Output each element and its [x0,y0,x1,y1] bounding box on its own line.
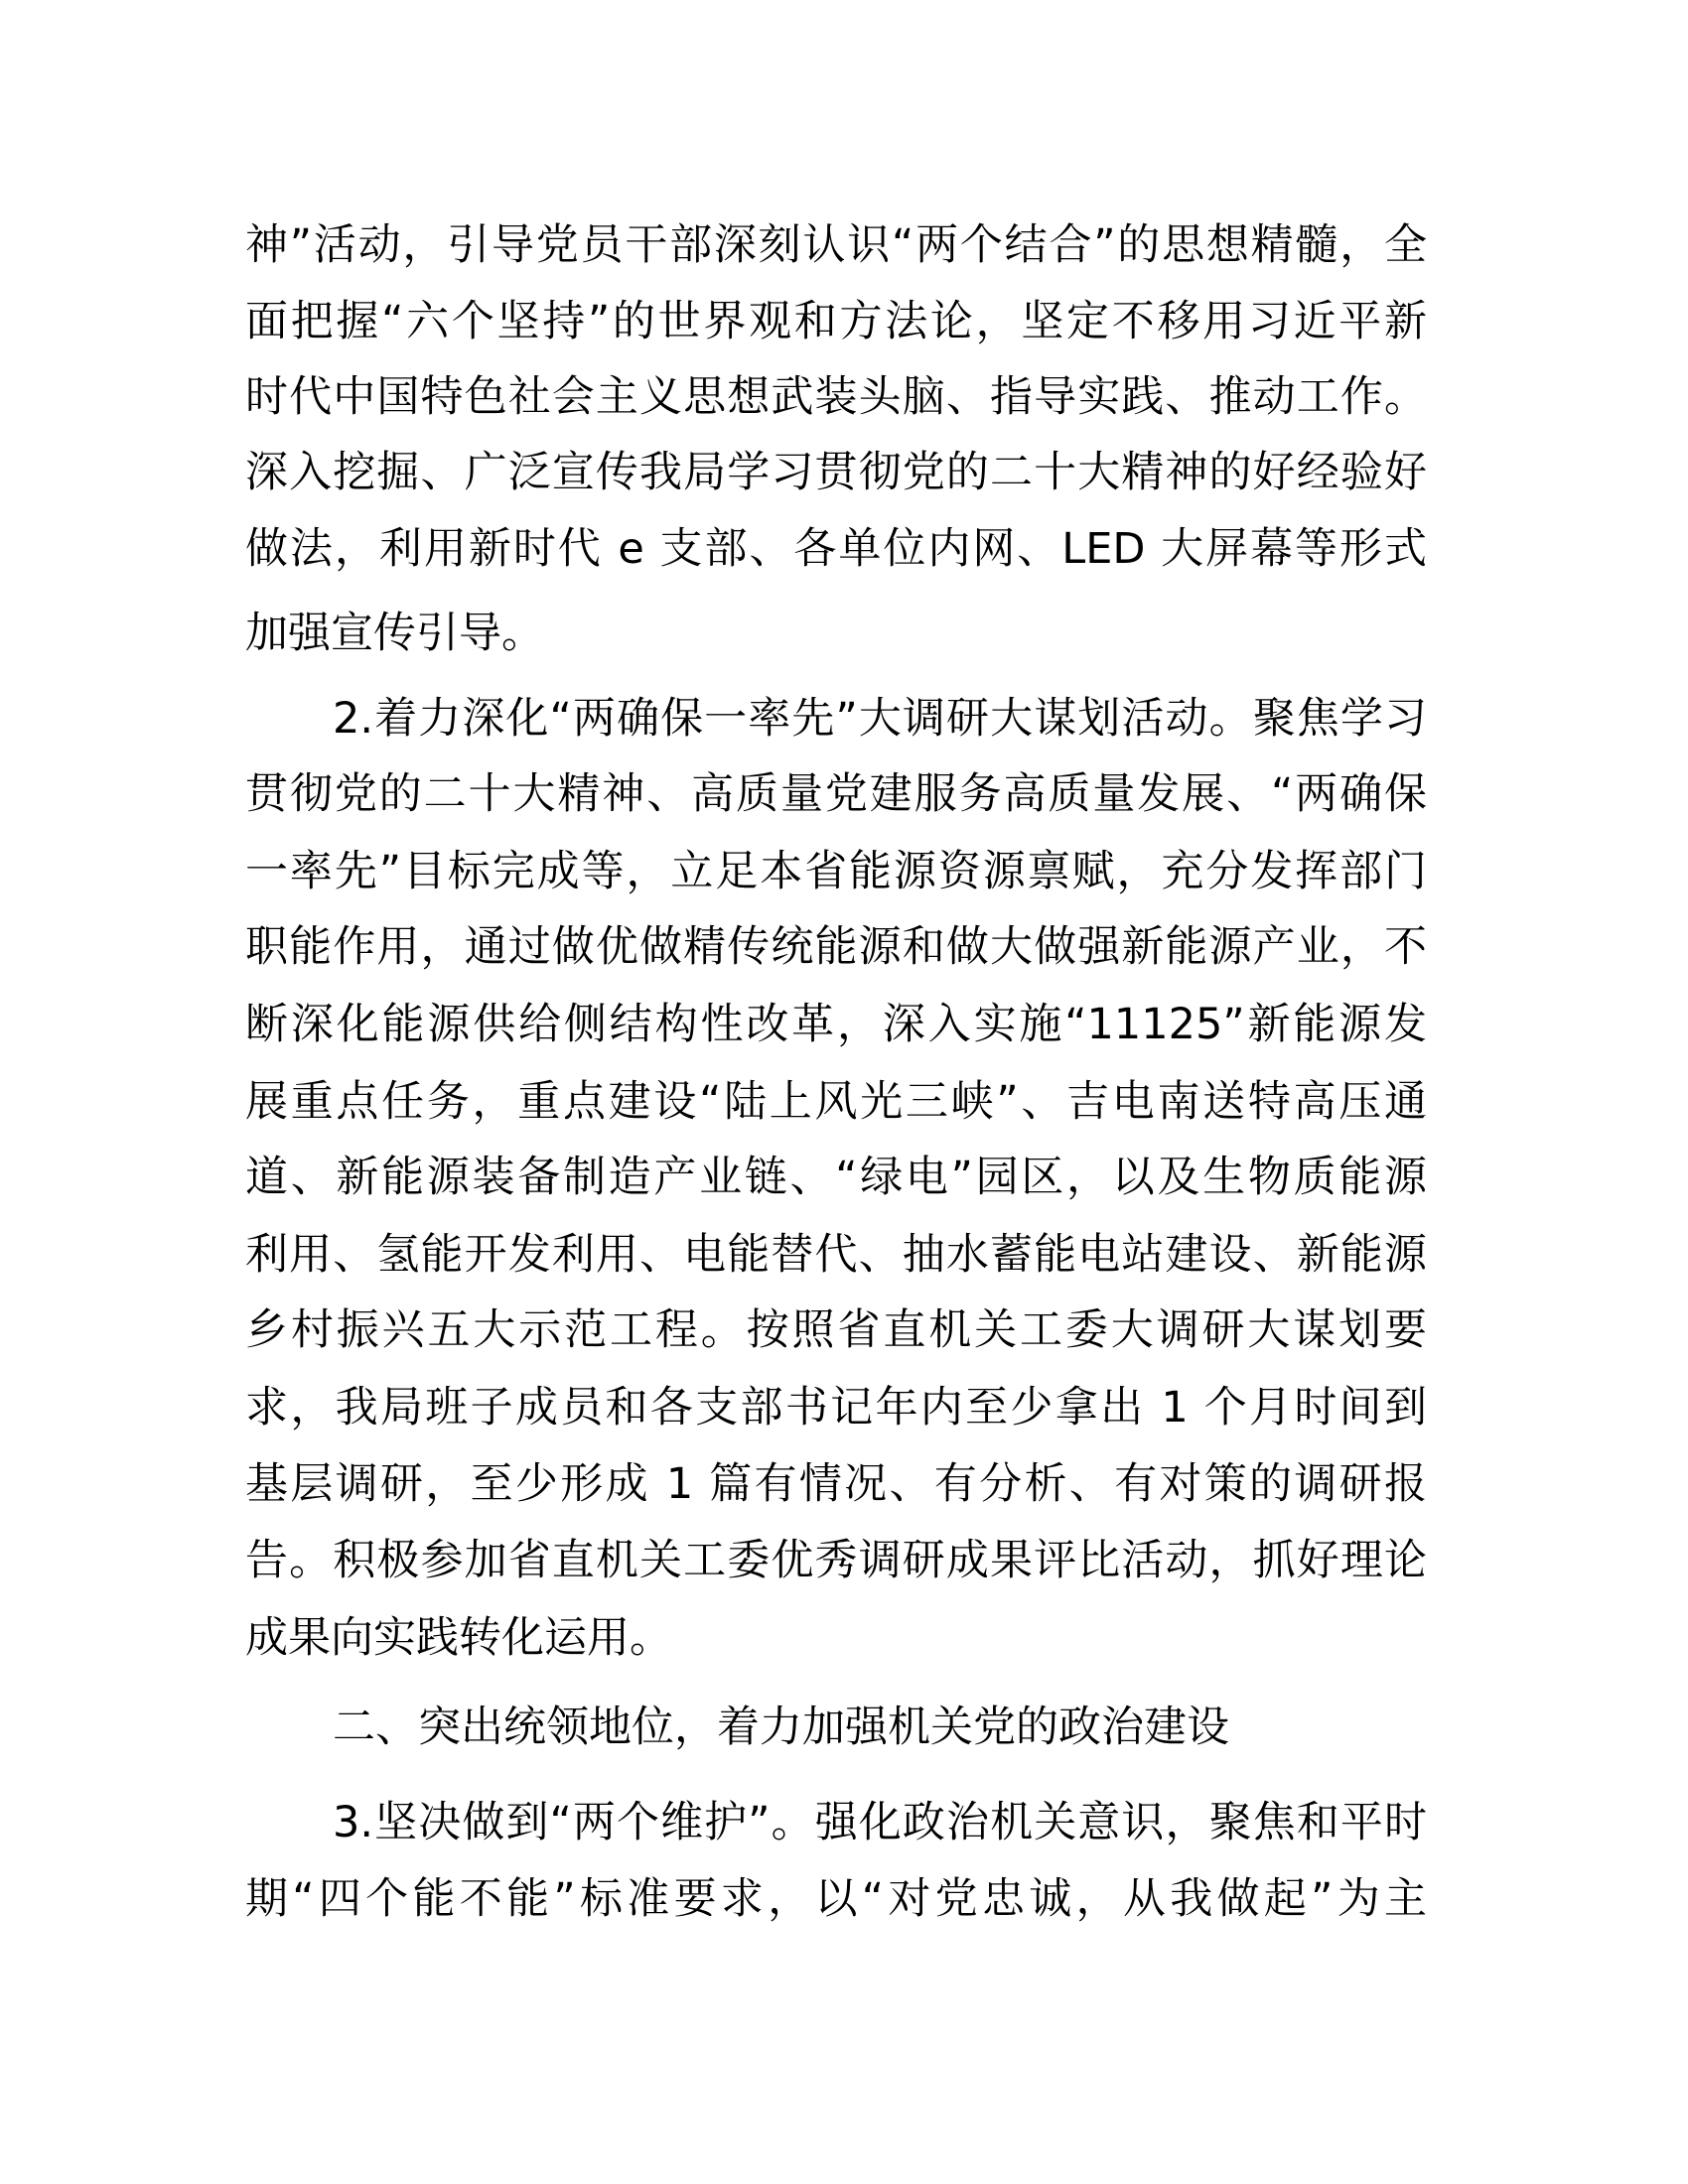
text-line: 时代中国特色社会主义思想武装头脑、指导实践、推动工作。 [245,372,1427,422]
text-line: 2.着力深化“两确保一率先”大调研大谋划活动。聚焦学习 [333,694,1427,744]
text-line: 乡村振兴五大示范工程。按照省直机关工委大调研大谋划要 [245,1305,1427,1355]
text-line: 3.坚决做到“两个维护”。强化政治机关意识，聚焦和平时 [333,1798,1427,1847]
section-heading: 二、突出统领地位，着力加强机关党的政治建设 [333,1703,1229,1752]
text-line: 做法，利用新时代 e 支部、各单位内网、LED 大屏幕等形式 [245,524,1427,574]
text-line: 告。积极参加省直机关工委优秀调研成果评比活动，抓好理论 [245,1536,1427,1585]
text-line: 期“四个能不能”标准要求，以“对党忠诚，从我做起”为主 [245,1874,1427,1924]
text-line: 加强宣传引导。 [245,609,544,658]
text-line: 一率先”目标完成等，立足本省能源资源禀赋，充分发挥部门 [245,847,1427,896]
text-line: 展重点任务，重点建设“陆上风光三峡”、吉电南送特高压通 [245,1077,1427,1127]
text-line: 求，我局班子成员和各支部书记年内至少拿出 1 个月时间到 [245,1383,1427,1433]
text-line: 职能作用，通过做优做精传统能源和做大做强新能源产业，不 [245,922,1427,972]
text-line: 基层调研，至少形成 1 篇有情况、有分析、有对策的调研报 [245,1459,1427,1509]
text-line: 面把握“六个坚持”的世界观和方法论，坚定不移用习近平新 [245,297,1427,346]
text-line: 深入挖掘、广泛宣传我局学习贯彻党的二十大精神的好经验好 [245,448,1427,497]
text-line: 道、新能源装备制造产业链、“绿电”园区，以及生物质能源 [245,1153,1427,1202]
text-line: 神”活动，引导党员干部深刻认识“两个结合”的思想精髓，全 [245,220,1427,270]
text-line: 利用、氢能开发利用、电能替代、抽水蓄能电站建设、新能源 [245,1230,1427,1280]
text-line: 贯彻党的二十大精神、高质量党建服务高质量发展、“两确保 [245,769,1427,819]
text-line: 成果向实践转化运用。 [245,1613,672,1663]
text-line: 断深化能源供给侧结构性改革，深入实施“11125”新能源发 [245,1000,1427,1049]
